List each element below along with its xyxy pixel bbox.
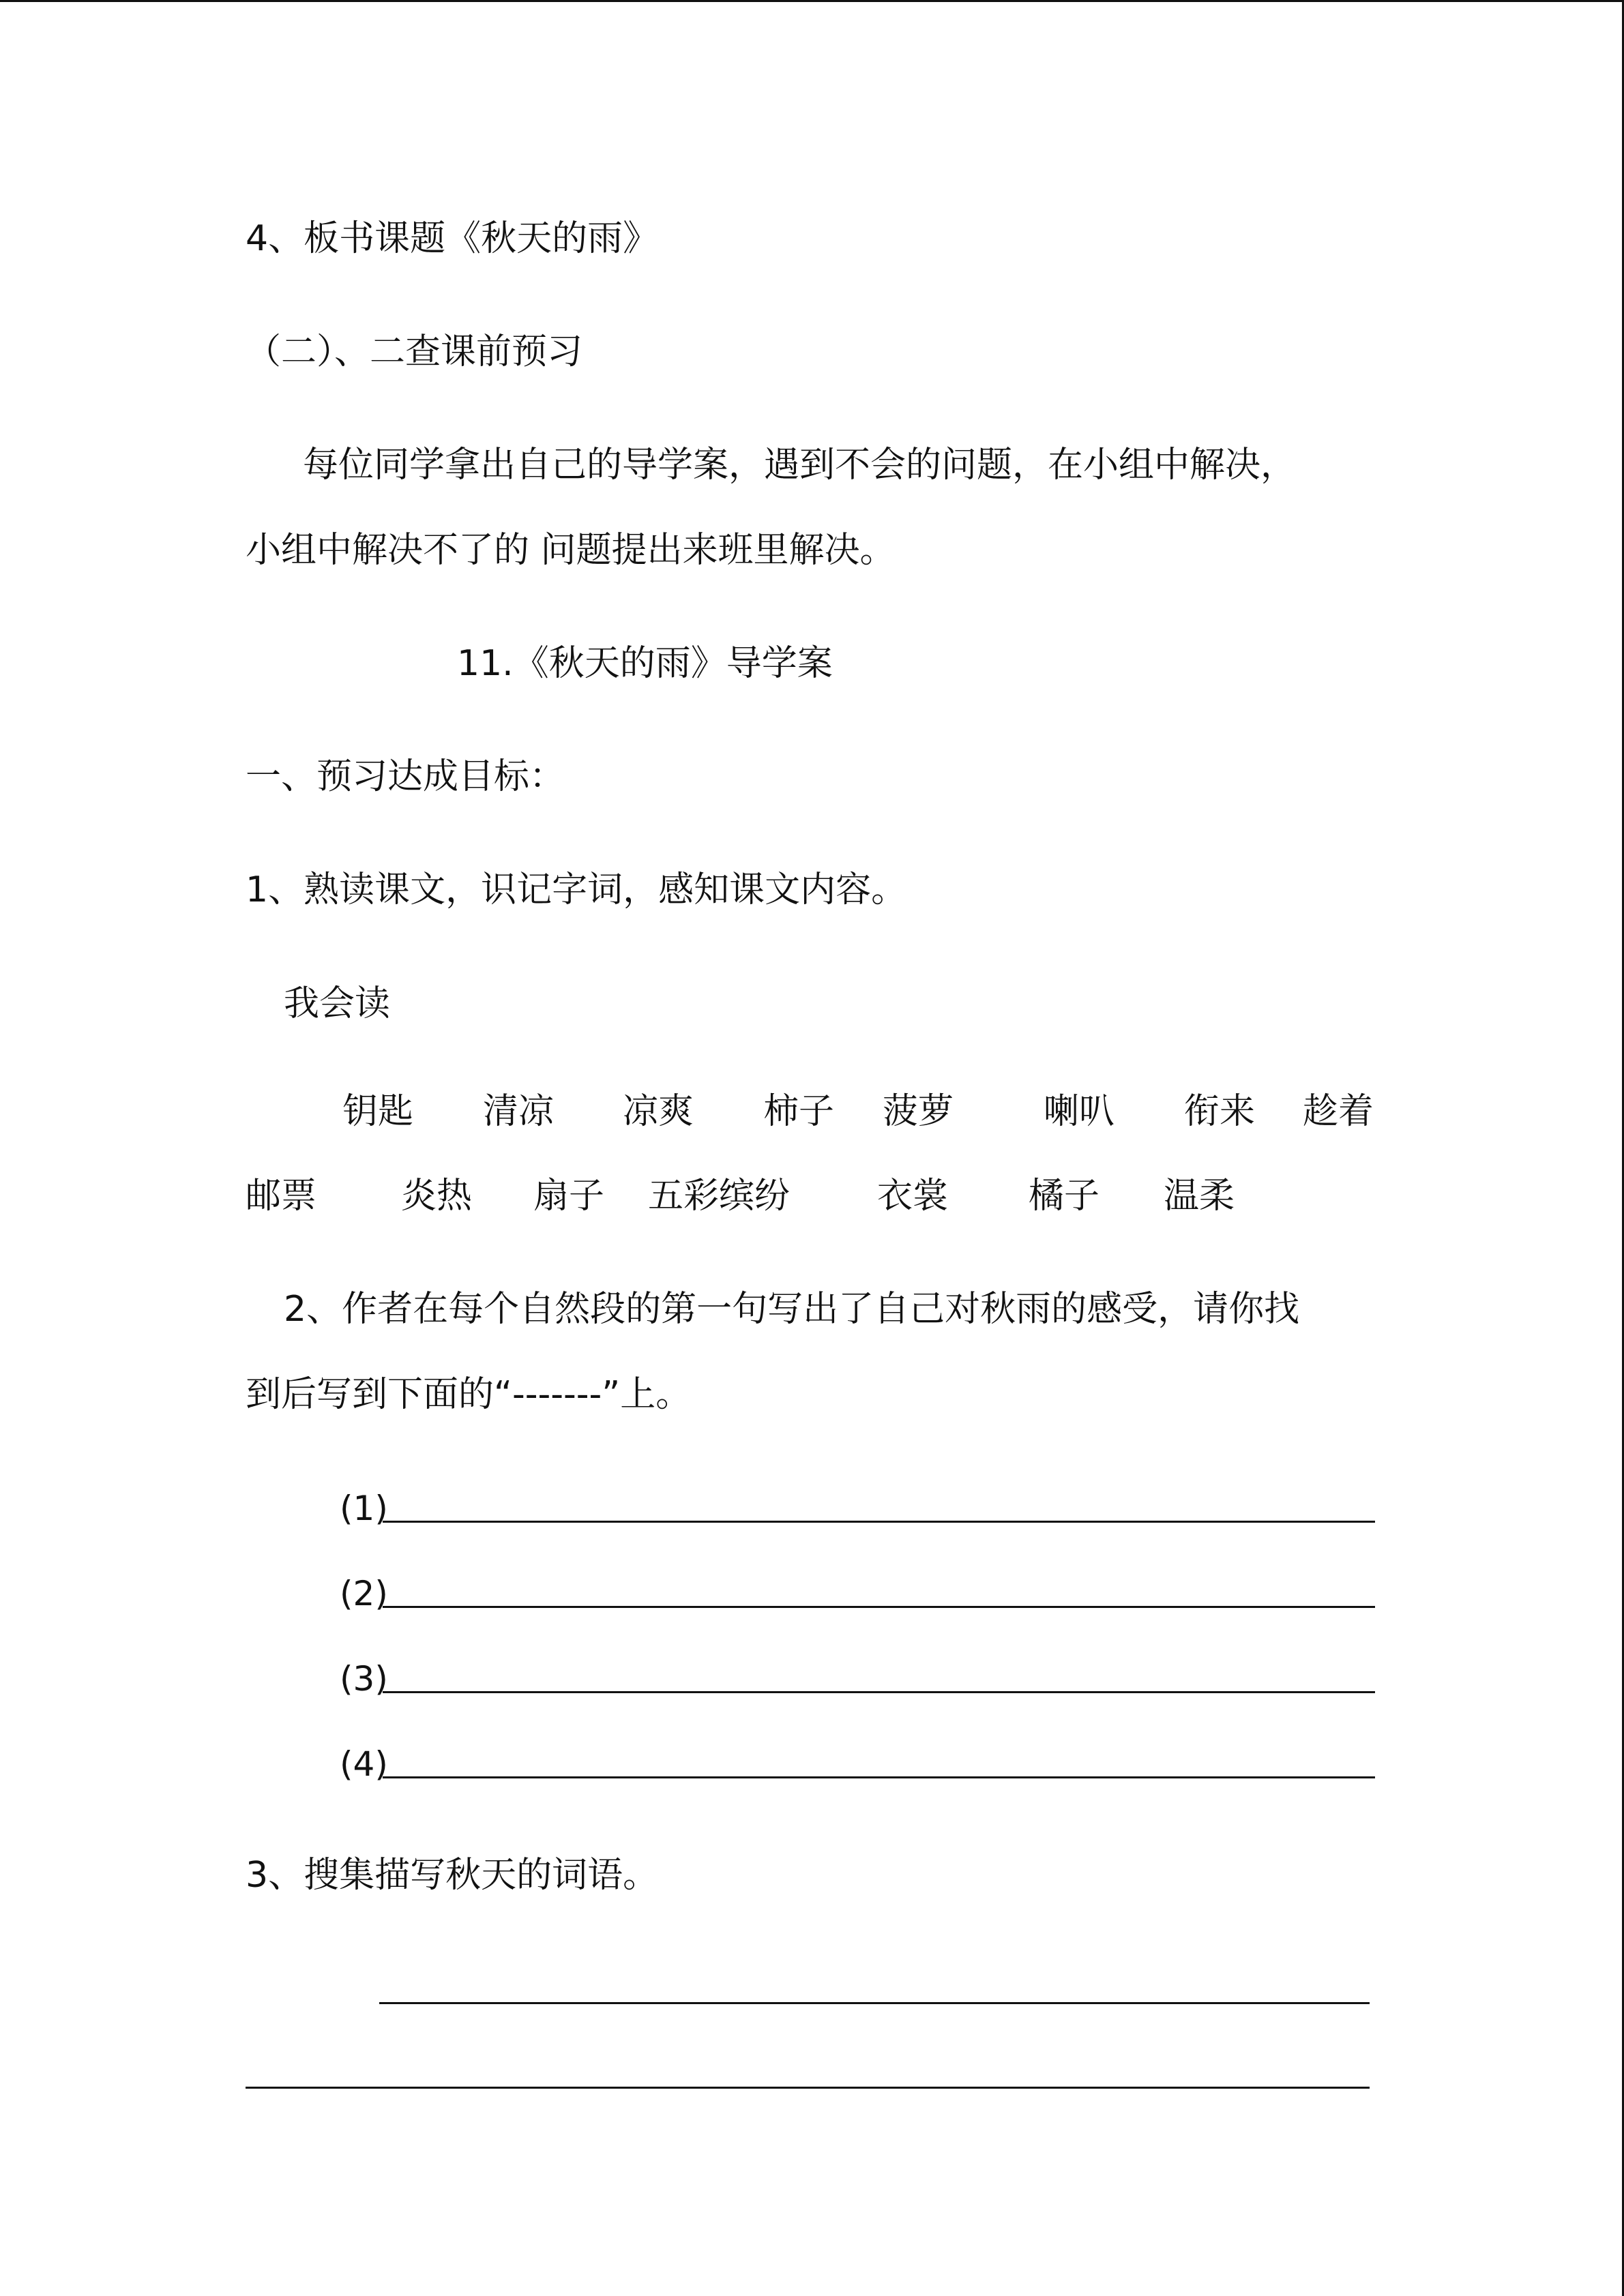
paragraph-line-1: 每位同学拿出自己的导学案，遇到不会的问题，在小组中解决， — [303, 445, 1297, 486]
answer-blank-2[interactable] — [340, 1572, 1375, 1615]
answer-line-2[interactable] — [246, 2087, 1370, 2089]
answer-blank-4[interactable] — [340, 1742, 1375, 1786]
vocab-word: 凉爽 — [623, 1091, 694, 1132]
vocab-word: 钥匙 — [342, 1091, 414, 1132]
goal-item-2-line-1: 2、作者在每个自然段的第一句写出了自己对秋雨的感受，请你找 — [284, 1289, 1300, 1330]
answer-line-1[interactable] — [379, 2002, 1370, 2004]
answer-blank-3[interactable] — [340, 1657, 1375, 1701]
vocab-word: 炎热 — [401, 1176, 473, 1217]
vocab-word: 衣裳 — [877, 1176, 949, 1217]
vocab-word: 菠萝 — [883, 1091, 954, 1132]
worksheet-title: 11.《秋天的雨》导学案 — [457, 643, 833, 684]
vocab-word: 喇叭 — [1044, 1091, 1115, 1132]
blank-number: (1) — [340, 1489, 388, 1528]
blank-underline — [383, 1521, 1375, 1523]
goal-item-1: 1、熟读课文，识记字词，感知课文内容。 — [246, 869, 907, 910]
vocab-word: 五彩缤纷 — [648, 1176, 791, 1217]
blank-number: (2) — [340, 1574, 388, 1613]
blank-underline — [383, 1691, 1375, 1693]
goal-item-2-line-2: 到后写到下面的“-------”上。 — [246, 1374, 692, 1415]
blank-number: (3) — [340, 1659, 388, 1699]
answer-blank-1[interactable] — [340, 1487, 1375, 1530]
vocab-word: 邮票 — [246, 1176, 317, 1217]
vocab-word: 衔来 — [1184, 1091, 1256, 1132]
goal-item-3: 3、搜集描写秋天的词语。 — [246, 1855, 659, 1896]
vocab-word: 柿子 — [763, 1091, 835, 1132]
goals-heading: 一、预习达成目标： — [246, 756, 565, 797]
paragraph-line-2: 小组中解决不了的 问题提出来班里解决。 — [246, 530, 896, 571]
vocab-word: 橘子 — [1029, 1176, 1100, 1217]
section-2-heading: （二）、二查课前预习 — [246, 331, 583, 372]
vocab-word: 扇子 — [533, 1176, 605, 1217]
i-can-read-label: 我会读 — [284, 983, 391, 1024]
blank-underline — [383, 1776, 1375, 1778]
vocab-word: 温柔 — [1164, 1176, 1235, 1217]
blank-number: (4) — [340, 1744, 388, 1784]
blank-underline — [383, 1606, 1375, 1608]
vocab-word: 趁着 — [1303, 1091, 1374, 1132]
vocab-word: 清凉 — [483, 1091, 555, 1132]
step-4-board-title: 4、板书课题《秋天的雨》 — [246, 218, 659, 259]
page-border-top — [0, 0, 1624, 2]
